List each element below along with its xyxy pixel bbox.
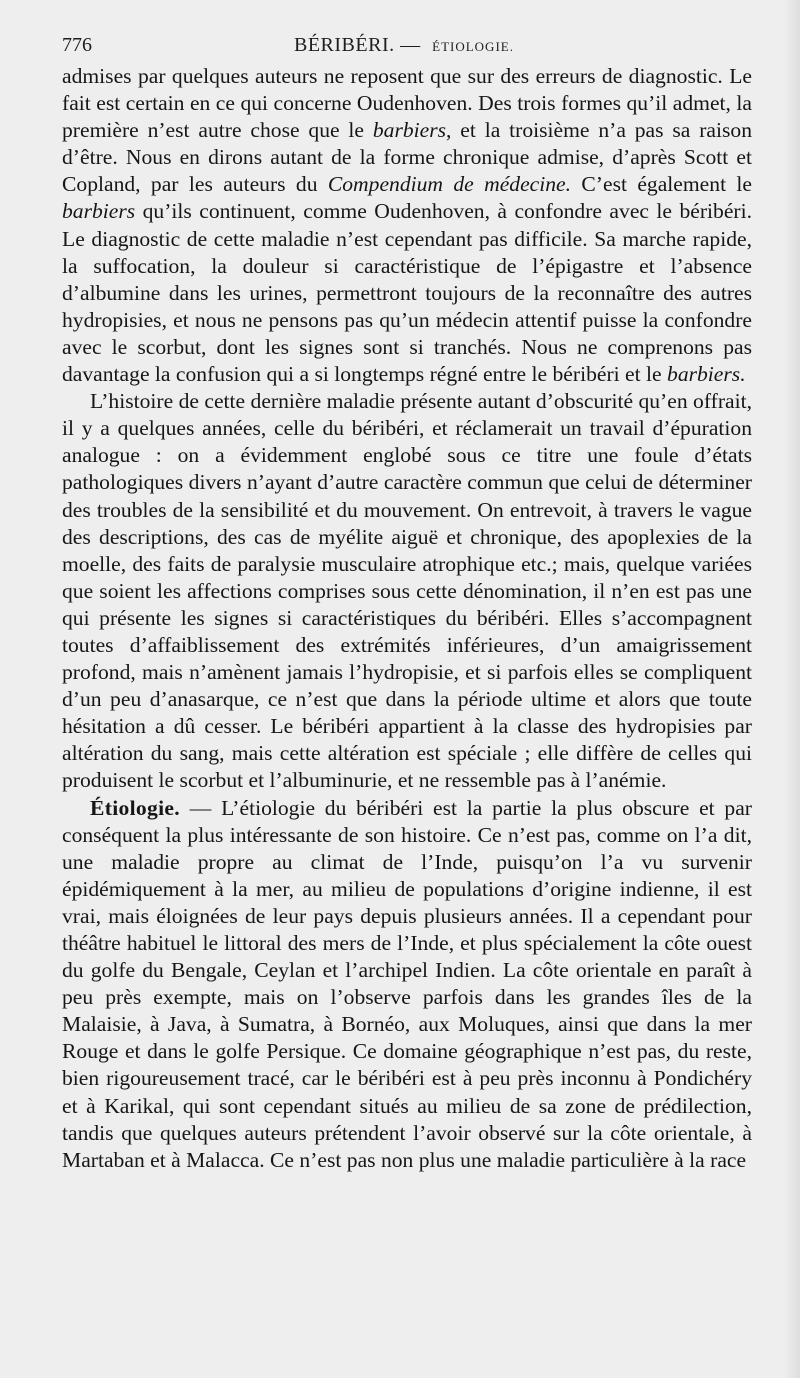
running-header — [62, 34, 752, 57]
paragraph-diagnostic — [62, 63, 752, 388]
page-number: 776 — [62, 34, 92, 56]
paragraph-barbiers-history: L’histoire de cette dernière maladie présente autant d’obscurité qu’en offrait, il y a quelques années, celle du béribéri, et réclamerait un travail d’épuration analogue : on a évidemment englobé sous ce titre une foule d’états pathologiques divers n’ayant d’autre caractère commun que celui de déterminer des troubles de la sensibilité et du mouvement. On entrevoit, à travers le vague des descriptions, des cas de myélite aiguë et chronique, des apoplexies de la moelle, des faits de paralysie musculaire atrophique etc.; mais, quelque variées que soient les affections comprises sous cette dénomination, il n’en est pas une qui présente les signes si caractéristiques du béribéri. Elles s’accompagnent toutes d’affaiblissement des extrémités inférieures, d’un amaigrissement profond, mais n’amènent jamais l’hydropisie, et si parfois elles se compliquent d’un peu d’anasarque, ce n’est que dans la période ultime et alors que toute hésitation a dû cesser. Le béribéri appartient à la classe des hydropisies par altération du sang, mais cette altération est spéciale ; elle diffère de celles qui produisent le scorbut et l’albuminurie, et ne ressemble pas à l’anémie. — [62, 389, 752, 793]
header-separator: — — [400, 34, 421, 56]
italic-term: Compendium de médecine. — [327, 172, 572, 197]
italic-term: barbiers — [62, 199, 136, 224]
text-run: , et la troisième n’a pas sa raison d’être. Nous en dirons autant de la forme chronique admise, d’après Scott et Copland, par les auteurs du — [62, 118, 752, 197]
text-run: — L’étiologie du béribéri est la partie la plus obscure et par conséquent la plus intéressante de son histoire. Ce n’est pas, comme on l’a dit, une maladie propre au climat de l’Inde, puisqu’on l’a vu survenir épidémiquement à la mer, au milieu de populations d’origine indienne, il est vrai, mais éloignées de leur pays depuis plusieurs années. Il a cependant pour théâtre habituel le littoral des mers de l’Inde, et plus spécialement la côte ouest du golfe du Bengale, Ceylan et l’archipel Indien. La côte orientale en paraît à peu près exempte, mais on l’observe parfois dans les grandes îles de la Malaisie, à Java, à Sumatra, à Bornéo, aux Moluques, ainsi que dans la mer Rouge et dans le golfe Persique. Ce domaine géographique n’est pas, du reste, bien rigoureusement tracé, car le béribéri est à peu près inconnu à Pondichéry et à Karikal, qui sont cependant situés au milieu de sa zone de prédilection, tandis que quelques auteurs prétendent l’avoir observé sur la côte orientale, à Martaban et à Malacca. Ce n’est pas non plus une maladie particulière à la race — [62, 795, 752, 1172]
body-text — [62, 63, 752, 1174]
section-name: ÉTIOLOGIE. — [432, 39, 514, 54]
running-title — [294, 34, 514, 57]
italic-term: barbiers. — [667, 362, 746, 387]
page-edge-shadow — [784, 0, 800, 1378]
book-title: BÉRIBÉRI. — [294, 34, 395, 56]
section-heading: Étiologie. — [90, 795, 180, 820]
text-run: qu’ils continuent, comme Oudenhoven, à confondre avec le béribéri. Le diagnostic de cette maladie n’est cependant pas difficile. Sa marche rapide, la suffocation, la douleur si caractéristique de l’épigastre et l’absence d’albumine dans les urines, permettront toujours de la reconnaître des autres hydropisies, et nous ne pensons pas qu’un médecin attentif puisse la confondre avec le scorbut, dont les signes sont si tranchés. Nous ne comprenons pas davantage la confusion qui a si longtemps régné entre le béribéri et le — [62, 199, 752, 387]
text-run: admises par quelques auteurs ne reposent que sur des erreurs de diagnostic. Le fait est certain en ce qui concerne Oudenhoven. Des trois formes qu’il admet, la première n’est autre chose que le — [62, 64, 752, 143]
paragraph-etiology — [62, 795, 752, 1174]
italic-term: barbiers — [372, 118, 447, 143]
text-run: C’est également le — [571, 172, 753, 197]
